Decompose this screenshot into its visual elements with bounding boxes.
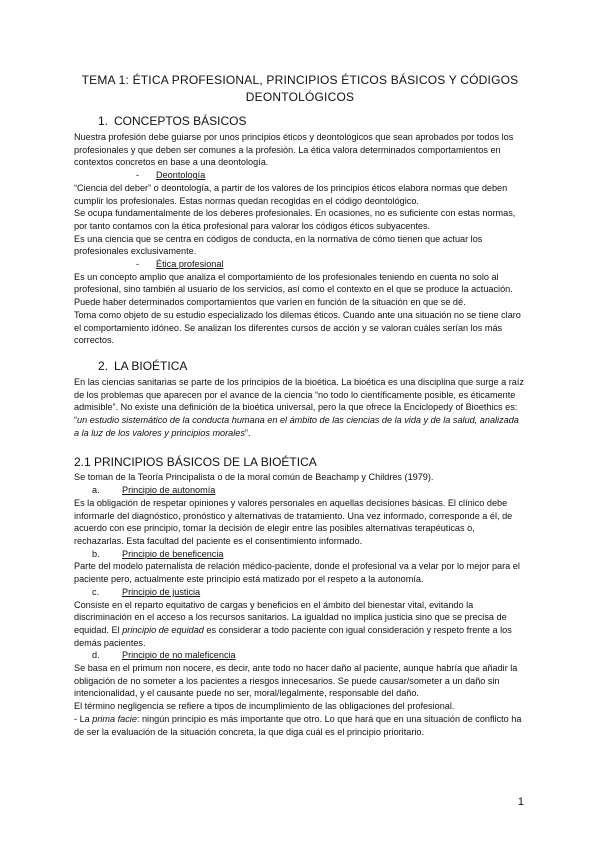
autonomia-paragraph: Es la obligación de respetar opiniones y valores personales en aquellas decisiones básicas. El clínico debe informarle del diagnóstico, pronóstico y alternativas de tratamiento. Una vez informado, corresponde a él, de acuerdo con ese principio, tomar la decisión de elegir entre las posibles alternativas terapéuticas o, rechazarlas. Esta facultad del paciente es el consentimiento informado. <box>74 497 513 546</box>
subheading-autonomia <box>74 484 526 497</box>
no-maleficencia-paragraph-3: - La prima facie: ningún principio es más importante que otro. Lo que hará que en una situación de conflicto ha de ser la evaluación de la situación concreta, la que diga cuál es el principio prioritario. <box>74 713 522 737</box>
subheading-beneficencia <box>74 548 526 561</box>
section-heading-conceptos <box>74 114 526 129</box>
page-number: 1 <box>517 796 524 808</box>
subheading-label: Principio de autonomía <box>122 485 216 496</box>
principio-equidad-term: principio de equidad <box>122 624 204 635</box>
section-number: 2. <box>97 358 108 373</box>
justicia-paragraph: Consiste en el reparto equitativo de cargas y beneficios en el ámbito del bienestar vital, evitando la discriminación en el acceso a los recursos sanitarios. La igualdad no implica justicia sino que se precisa de equidad. El principio de equidad es considerar a todo paciente con igual consideración y respeto frente a los demás pacientes. <box>74 599 512 648</box>
principios-intro: Se toman de la Teoría Principalista o de la moral común de Beachamp y Childres (1979). <box>74 472 434 483</box>
subheading-label: Ética profesional <box>156 259 224 270</box>
document-page <box>74 72 526 738</box>
subheading-justicia <box>74 586 526 599</box>
etica-paragraph-1: Es un concepto amplio que analiza el comportamiento de los profesionales teniendo en cuenta no solo al profesional, sino también al usuario de los servicios, así como el contexto en el que se produce la actuación. Puede haber determinados comportamientos que varíen en función de la situación en que se dé. <box>74 271 513 308</box>
list-letter: b. <box>92 548 100 559</box>
deontologia-paragraph-1: “Ciencia del deber” o deontología, a partir de los valores de los principios éticos elabora normas que deben cumplir los profesionales. Estas normas quedan recogidas en el código deontológico. <box>74 182 508 206</box>
section-heading-bioetica <box>74 359 526 374</box>
page-title: TEMA 1: ÉTICA PROFESIONAL, PRINCIPIOS ÉTICOS BÁSICOS Y CÓDIGOS DEONTOLÓGICOS <box>81 73 519 104</box>
bullet-dash: - <box>136 170 140 181</box>
deontologia-paragraph-3: Es una ciencia que se centra en códigos de conducta, en la normativa de cómo tienen que actuar los profesionales exclusivamente. <box>74 233 483 257</box>
subsection-heading-principios: 2.1 PRINCIPIOS BÁSICOS DE LA BIOÉTICA <box>74 455 317 470</box>
section-title: CONCEPTOS BÁSICOS <box>114 114 247 128</box>
bioetica-paragraph: En las ciencias sanitarias se parte de los principios de la bioética. La bioética es una disciplina que surge a raíz de los problemas que aparecen por el avance de la ciencia “no todo lo científicamente posible, es éticamente admisible”. No existe una definición de la bioética universal, pero la que ofrece la Enciclopedy of Bioethics es: “un estudio sistemático de la conducta humana en el ámbito de las ciencias de la vida y de la salud, analizada a la luz de los valores y principios morales”. <box>74 376 524 438</box>
list-letter: a. <box>92 485 100 496</box>
bioetica-definition-quote: un estudio sistemático de la conducta humana en el ámbito de las ciencias de la vida y de la salud, analizada a la luz de los valores y principios morales <box>74 415 519 438</box>
beneficencia-paragraph: Parte del modelo paternalista de relación médico-paciente, donde el profesional va a velar por lo mejor para el paciente pero, actualmente este principio está matizado por el respeto a la autonomía. <box>74 561 520 585</box>
list-letter: c. <box>92 586 100 597</box>
subheading-etica-profesional <box>74 258 526 271</box>
no-maleficencia-paragraph-2: El término negligencia se refiere a tipos de incumplimiento de las obligaciones del profesional. <box>74 701 455 712</box>
subheading-label: Principio de no maleficencia <box>122 650 236 661</box>
etica-paragraph-2: Toma como objeto de su estudio especializado los dilemas éticos. Cuando ante una situación no se tiene claro el comportamiento idóneo. Se analizan los diferentes cursos de acción y se valoran cuáles serían los más correctos. <box>74 309 521 346</box>
subheading-label: Deontología <box>156 170 206 181</box>
conceptos-intro: Nuestra profesión debe guiarse por unos principios éticos y deontológicos que sean aprobados por todos los profesionales y que deben ser comunes a la profesión. La ética valora determinados comportamientos en contextos concretos en base a una deontología. <box>74 132 514 168</box>
section-number: 1. <box>97 114 108 128</box>
list-letter: d. <box>92 650 100 661</box>
deontologia-paragraph-2: Se ocupa fundamentalmente de los deberes profesionales. En ocasiones, no es suficiente con estas normas, por tanto contamos con la ética profesional para valorar los códigos éticos subyacentes. <box>74 208 516 231</box>
subheading-label: Principio de beneficencia <box>122 548 224 559</box>
section-title: LA BIOÉTICA <box>114 358 188 373</box>
subheading-no-maleficencia <box>74 649 526 662</box>
no-maleficencia-paragraph-1: Se basa en el primum non nocere, es decir, ante todo no hacer daño al paciente, aunque habría que añadir la obligación de no someter a los pacientes a riesgos innecesarios. Se puede causar/someter a un daño sin intencionalidad, y el causante puede no ser, moral/legalmente, responsable del daño. <box>74 663 518 699</box>
subheading-label: Principio de justicia <box>122 586 201 597</box>
bullet-dash: - <box>136 259 140 270</box>
subheading-deontologia <box>74 169 526 182</box>
prima-facie-term: prima facie <box>92 713 137 724</box>
